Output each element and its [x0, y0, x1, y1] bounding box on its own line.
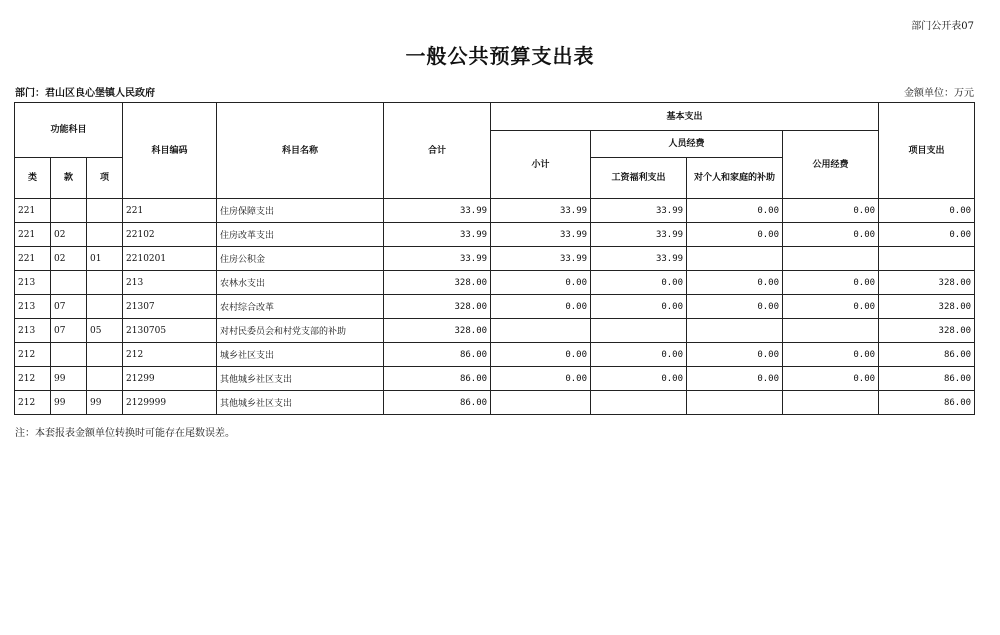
cell-public: 0.00 [783, 295, 879, 319]
cell-wages: 33.99 [591, 199, 687, 223]
cell-xiang [87, 295, 123, 319]
cell-kuan: 99 [51, 367, 87, 391]
cell-subsidy: 0.00 [687, 343, 783, 367]
cell-name: 其他城乡社区支出 [217, 367, 384, 391]
cell-wages: 33.99 [591, 247, 687, 271]
cell-wages: 0.00 [591, 271, 687, 295]
cell-code: 21307 [123, 295, 217, 319]
cell-kuan [51, 343, 87, 367]
cell-subtotal: 0.00 [491, 367, 591, 391]
cell-wages [591, 319, 687, 343]
cell-name: 住房公积金 [217, 247, 384, 271]
cell-subtotal: 33.99 [491, 199, 591, 223]
cell-wages: 0.00 [591, 367, 687, 391]
cell-subtotal: 33.99 [491, 223, 591, 247]
cell-public [783, 319, 879, 343]
cell-xiang: 05 [87, 319, 123, 343]
cell-total: 86.00 [384, 343, 491, 367]
cell-public: 0.00 [783, 223, 879, 247]
header-project: 项目支出 [879, 103, 975, 199]
cell-name: 对村民委员会和村党支部的补助 [217, 319, 384, 343]
cell-subsidy: 0.00 [687, 295, 783, 319]
unit-label: 金额单位：万元 [904, 88, 974, 99]
table-row [15, 343, 975, 367]
cell-kuan: 07 [51, 295, 87, 319]
cell-kuan: 07 [51, 319, 87, 343]
header-personnel: 人员经费 [591, 131, 783, 158]
cell-code: 2130705 [123, 319, 217, 343]
cell-project: 86.00 [879, 367, 975, 391]
cell-project: 328.00 [879, 271, 975, 295]
cell-xiang: 01 [87, 247, 123, 271]
cell-wages: 0.00 [591, 295, 687, 319]
header-subtotal: 小计 [491, 131, 591, 199]
header-subject-name: 科目名称 [217, 103, 384, 199]
header-public-fund: 公用经费 [783, 131, 879, 199]
table-row [15, 295, 975, 319]
cell-public: 0.00 [783, 367, 879, 391]
footnote: 注：本套报表金额单位转换时可能存在尾数误差。 [15, 428, 235, 439]
table-row [15, 223, 975, 247]
cell-subtotal [491, 391, 591, 415]
cell-code: 2129999 [123, 391, 217, 415]
cell-total: 33.99 [384, 247, 491, 271]
cell-public: 0.00 [783, 343, 879, 367]
cell-code: 2210201 [123, 247, 217, 271]
cell-name: 农林水支出 [217, 271, 384, 295]
cell-project: 328.00 [879, 295, 975, 319]
cell-xiang [87, 223, 123, 247]
cell-name: 农村综合改革 [217, 295, 384, 319]
cell-lei: 213 [15, 319, 51, 343]
cell-public [783, 247, 879, 271]
cell-subsidy [687, 391, 783, 415]
cell-name: 住房改革支出 [217, 223, 384, 247]
cell-public [783, 391, 879, 415]
table-row [15, 367, 975, 391]
table-row [15, 199, 975, 223]
cell-project: 86.00 [879, 343, 975, 367]
cell-lei: 212 [15, 343, 51, 367]
table-row [15, 271, 975, 295]
cell-lei: 213 [15, 271, 51, 295]
cell-lei: 213 [15, 295, 51, 319]
cell-project: 0.00 [879, 199, 975, 223]
cell-code: 213 [123, 271, 217, 295]
cell-subtotal: 0.00 [491, 271, 591, 295]
cell-name: 其他城乡社区支出 [217, 391, 384, 415]
budget-table [14, 102, 975, 415]
cell-subsidy: 0.00 [687, 223, 783, 247]
cell-project [879, 247, 975, 271]
cell-total: 86.00 [384, 391, 491, 415]
cell-code: 22102 [123, 223, 217, 247]
department-label: 部门：君山区良心堡镇人民政府 [15, 88, 155, 99]
header-wages: 工资福利支出 [591, 158, 687, 199]
cell-code: 21299 [123, 367, 217, 391]
cell-total: 33.99 [384, 199, 491, 223]
header-func-subject: 功能科目 [15, 103, 123, 158]
cell-subsidy: 0.00 [687, 367, 783, 391]
table-row [15, 319, 975, 343]
cell-kuan: 99 [51, 391, 87, 415]
cell-wages: 33.99 [591, 223, 687, 247]
cell-xiang [87, 367, 123, 391]
table-row [15, 247, 975, 271]
cell-lei: 221 [15, 223, 51, 247]
cell-subtotal: 0.00 [491, 343, 591, 367]
cell-subtotal [491, 319, 591, 343]
header-kuan: 款 [51, 158, 87, 199]
cell-public: 0.00 [783, 271, 879, 295]
cell-kuan: 02 [51, 247, 87, 271]
cell-lei: 212 [15, 391, 51, 415]
cell-code: 212 [123, 343, 217, 367]
cell-xiang [87, 271, 123, 295]
cell-total: 86.00 [384, 367, 491, 391]
cell-total: 33.99 [384, 223, 491, 247]
cell-lei: 221 [15, 247, 51, 271]
cell-subsidy: 0.00 [687, 199, 783, 223]
header-subsidy: 对个人和家庭的补助 [687, 158, 783, 199]
cell-subsidy [687, 247, 783, 271]
cell-total: 328.00 [384, 319, 491, 343]
cell-name: 住房保障支出 [217, 199, 384, 223]
cell-lei: 221 [15, 199, 51, 223]
cell-project: 328.00 [879, 319, 975, 343]
cell-xiang: 99 [87, 391, 123, 415]
header-basic: 基本支出 [491, 103, 879, 131]
cell-total: 328.00 [384, 271, 491, 295]
cell-xiang [87, 199, 123, 223]
cell-kuan: 02 [51, 223, 87, 247]
cell-project: 86.00 [879, 391, 975, 415]
header-lei: 类 [15, 158, 51, 199]
form-code: 部门公开表07 [911, 21, 974, 32]
cell-subtotal: 33.99 [491, 247, 591, 271]
cell-wages [591, 391, 687, 415]
header-xiang: 项 [87, 158, 123, 199]
header-subject-code: 科目编码 [123, 103, 217, 199]
header-total: 合计 [384, 103, 491, 199]
cell-subsidy: 0.00 [687, 271, 783, 295]
cell-subtotal: 0.00 [491, 295, 591, 319]
cell-wages: 0.00 [591, 343, 687, 367]
cell-public: 0.00 [783, 199, 879, 223]
cell-project: 0.00 [879, 223, 975, 247]
cell-code: 221 [123, 199, 217, 223]
cell-total: 328.00 [384, 295, 491, 319]
cell-kuan [51, 199, 87, 223]
page-title: 一般公共预算支出表 [405, 44, 595, 68]
cell-xiang [87, 343, 123, 367]
cell-subsidy [687, 319, 783, 343]
cell-name: 城乡社区支出 [217, 343, 384, 367]
cell-lei: 212 [15, 367, 51, 391]
table-row [15, 391, 975, 415]
cell-kuan [51, 271, 87, 295]
